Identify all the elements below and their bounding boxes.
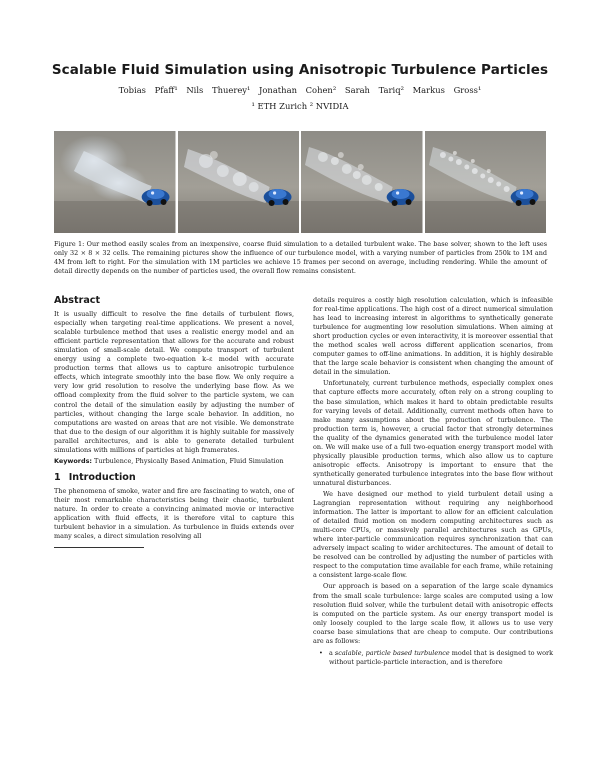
figure-caption: Figure 1: Our method easily scales from an inexpensive, coarse fluid simulation to a detailed turbulent wake. The base solver, shown to the left uses only 32 × 8 × 32 cells. The remaining pictures show the influence of our turbulence model, with a varying number of particles from 250k to 1M and 4M from left to right. For the simulation with 1M particles we achieve 15 frames per second on average, including rendering. While the amount of detail directly depends on the number of particles used, the overall flow remains consistent. xyxy=(54,240,547,276)
teaser-panel-1m-particles xyxy=(301,131,423,233)
intro-heading xyxy=(54,473,294,482)
intro-paragraph-5: Our approach is based on a separation of the large scale dynamics from the small scale turbulence: large scales are computed using a low resolution fluid solver, while the turbulent detail with anisotropic effects is computed on the particle system. As our energy transport model is only loosely coupled to the large scale flow, it allows us to use very coarse base simulations that are cheap to compute. Our contributions are as follows: xyxy=(313,582,553,645)
intro-paragraph-2: details requires a costly high resolution calculation, which is infeasible for real-time applications. The high cost of a direct numerical simulation has lead to increasing interest in algorithms to synthetically generate turbulence for augmenting low resolution simulations. When aiming at short production cycles or even interactivity, it is moreover essential that the method scales well across different application scenarios, from computer games to off-line animations. In addition, it is highly desirable that the large scale behavior is consistent when changing the amount of detail in the simulation. xyxy=(313,296,553,377)
intro-paragraph-4: We have designed our method to yield turbulent detail using a Lagrangian representation without requiring any neighborhood information. The latter is important to allow for an efficient calculation of detailed fluid motion on modern computing architectures such as multi-core CPUs, or massively parallel architectures such as GPUs, where inter-particle communication requires synchronization that can adversely impact scaling to wider architectures. The amount of detail to be resolved can be controlled by adjusting the number of particles with respect to the computation time available for each frame, while retaining a consistent large-scale flow. xyxy=(313,489,553,580)
teaser-panel-base-solver xyxy=(54,131,176,233)
contributions-list xyxy=(313,649,553,667)
paper-title: Scalable Fluid Simulation using Anisotropic Turbulence Particles xyxy=(51,62,549,78)
abstract-text: It is usually difficult to resolve the fine details of turbulent flows, especially when targeting real-time applications. We present a novel, scalable turbulence method that uses a realistic energy model and an efficient particle representation that allows for the accurate and robust simulation of small-scale detail. We compute transport of turbulent energy using a complete two-equation k–ε model with accurate production terms that allows us to capture anisotropic turbulence effects, which integrate smoothly into the base flow. We only require a very low grid resolution to resolve the underlying base flow. As we offload complexity from the fluid solver to the particle system, we can control the detail of the simulation easily by adjusting the number of particles, without changing the large scale behavior. In addition, no computations are wasted on areas that are not visible. We demonstrate that due to the design of our algorithm it is highly suitable for massively parallel architectures, and is able to generate detailed turbulent simulations with millions of particles at high framerates. xyxy=(54,310,294,454)
keywords-text: Turbulence, Physically Based Animation, Fluid Simulation xyxy=(94,456,284,465)
teaser-panel-4m-particles xyxy=(425,131,547,233)
keywords xyxy=(54,457,294,466)
footnote-rule xyxy=(54,547,144,548)
section-number: 1 xyxy=(54,471,61,483)
affiliations: ¹ ETH Zurich ² NVIDIA xyxy=(251,101,349,111)
right-column xyxy=(313,296,553,667)
abstract-heading: Abstract xyxy=(54,295,101,306)
section-title: Introduction xyxy=(68,471,136,483)
left-column xyxy=(54,296,294,548)
contribution-item: • a scalable, particle based turbulence model that is designed to work without particle-particle interaction, and is therefore xyxy=(319,648,553,666)
bullet-icon: • xyxy=(319,648,323,657)
intro-paragraph-3: Unfortunately, current turbulence methods, especially complex ones that capture effects more accurately, often rely on a strong coupling to the base simulation, which makes it hard to obtain predictable results for varying levels of detail. Additionally, current methods often have to make many assumptions about the production of turbulence. The production term is, however, a crucial factor that strongly determines the quality of the dynamics generated with the turbulence model later on. We will make use of a full two-equation energy transport model with physically plausible production terms, which also allow us to capture anisotropic effects. Anisotropy is important to ensure that the synthetically generated turbulence integrates into the base flow without unnatural disturbances. xyxy=(313,379,553,487)
intro-paragraph-1: The phenomena of smoke, water and fire are fascinating to watch, one of their most remarkable characteristics being their chaotic, turbulent nature. In order to create a convincing animated movie or interactive application with fluid effects, it is therefore vital to capture this turbulent behavior in a simulation. As turbulence in fluids extends over many scales, a direct simulation resolving all xyxy=(54,486,294,541)
teaser-figure xyxy=(54,131,546,233)
teaser-panel-250k-particles xyxy=(178,131,300,233)
author-list: Tobias Pfaff¹ Nils Thuerey¹ Jonathan Cohen² Sarah Tariq² Markus Gross¹ xyxy=(118,85,482,95)
keywords-label: Keywords: xyxy=(54,456,92,465)
